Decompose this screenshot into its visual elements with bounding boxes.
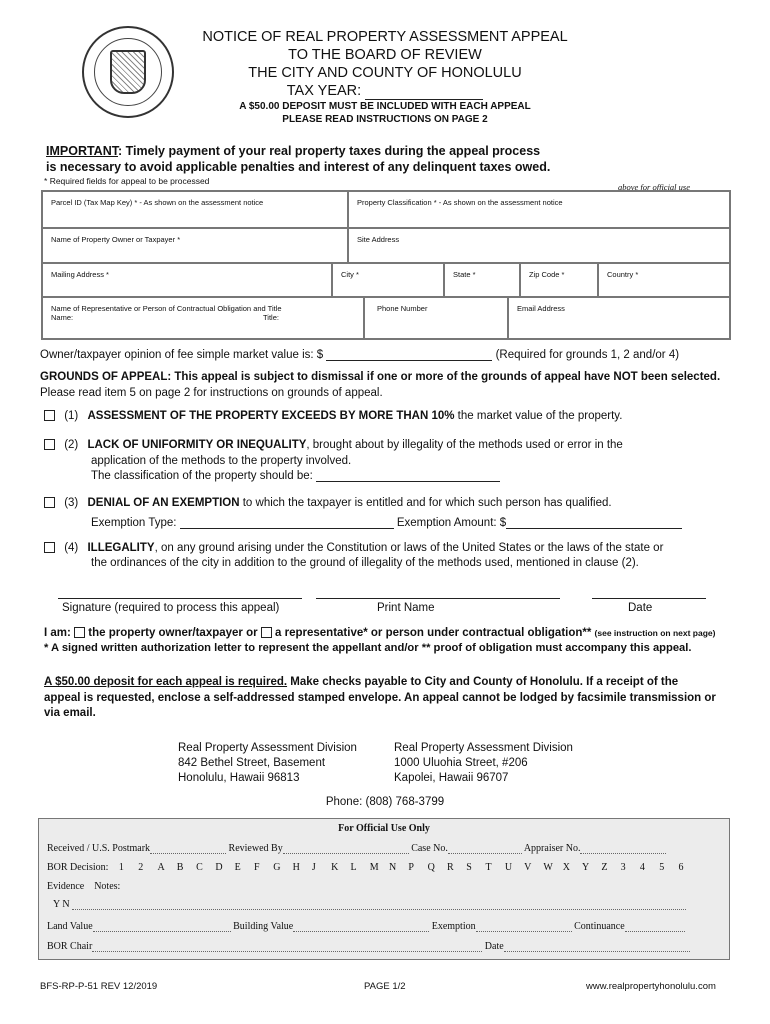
grounds-heading: GROUNDS OF APPEAL: This appeal is subject to dismissal if one or more of the grounds of appeal have NOT been selected. xyxy=(40,371,721,383)
ground-1-checkbox[interactable] xyxy=(44,410,55,421)
bor-code-N[interactable]: N xyxy=(389,862,397,873)
bor-code-U[interactable]: U xyxy=(504,862,513,873)
official-use-title: For Official Use Only xyxy=(338,823,430,834)
date-line[interactable] xyxy=(592,598,706,599)
tax-year-line: TAX YEAR: xyxy=(190,82,580,100)
title-line-3: THE CITY AND COUNTY OF HONOLULU xyxy=(248,65,522,81)
bor-code-R[interactable]: R xyxy=(446,862,454,873)
mailing-address-field[interactable]: Mailing Address * xyxy=(42,263,332,297)
evidence-row: Evidence Notes: xyxy=(47,881,121,892)
appraiser-no-input[interactable] xyxy=(580,843,666,854)
ground-4-line-2: the ordinances of the city in addition to the ground of illegality of the methods used, mentioned in clause (2). xyxy=(91,557,639,569)
property-classification-field[interactable]: Property Classification * - As shown on the assessment notice xyxy=(348,191,730,228)
continuance-input[interactable] xyxy=(625,921,685,932)
phone-number-field[interactable]: Phone Number xyxy=(364,297,508,339)
deposit-line-1: A $50.00 deposit for each appeal is required. Make checks payable to City and County of Honolulu. If a receipt of the xyxy=(44,676,679,688)
bor-decision-codes xyxy=(119,862,698,873)
postmark-input[interactable] xyxy=(150,843,226,854)
bor-code-4[interactable]: 4 xyxy=(639,862,645,873)
bor-code-T[interactable]: T xyxy=(485,862,492,873)
deposit-note: A $50.00 DEPOSIT MUST BE INCLUDED WITH EACH APPEAL xyxy=(239,101,531,112)
important-line-2: is necessary to avoid applicable penalties and interest of any delinquent taxes owed. xyxy=(46,160,551,174)
bor-code-5[interactable]: 5 xyxy=(659,862,665,873)
bor-code-2[interactable]: 2 xyxy=(138,862,144,873)
city-field[interactable]: City * xyxy=(332,263,444,297)
owner-checkbox[interactable] xyxy=(74,627,85,638)
bor-code-E[interactable]: E xyxy=(234,862,241,873)
parcel-id-field[interactable]: Parcel ID (Tax Map Key) * - As shown on the assessment notice xyxy=(42,191,348,228)
bor-code-Y[interactable]: Y xyxy=(582,862,590,873)
market-value-input[interactable] xyxy=(326,348,492,361)
bor-code-J[interactable]: J xyxy=(311,862,316,873)
state-field[interactable]: State * xyxy=(444,263,520,297)
notes-input[interactable] xyxy=(72,899,686,910)
classification-input[interactable] xyxy=(316,469,500,482)
grounds-read-note: Please read item 5 on page 2 for instructions on grounds of appeal. xyxy=(40,387,383,399)
bor-code-X[interactable]: X xyxy=(562,862,570,873)
i-am-line: I am: the property owner/taxpayer or a representative* or person under contractual obligation** (see instruction on next page) xyxy=(44,627,716,639)
ground-4-checkbox[interactable] xyxy=(44,542,55,553)
ground-2-checkbox[interactable] xyxy=(44,439,55,450)
building-value-input[interactable] xyxy=(293,921,429,932)
print-name-label: Print Name xyxy=(377,602,435,614)
bor-decision-row: BOR Decision: 1 2 A B C D E F G H J K L M N P Q R S T U V W X Y Z 3 4 5 6 xyxy=(47,862,698,873)
instructions-note: PLEASE READ INSTRUCTIONS ON PAGE 2 xyxy=(282,114,488,125)
bor-code-D[interactable]: D xyxy=(215,862,223,873)
bor-code-L[interactable]: L xyxy=(350,862,357,873)
address-kapolei: Real Property Assessment Division 1000 Uluohia Street, #206 Kapolei, Hawaii 96707 xyxy=(394,742,573,784)
important-line-1: IMPORTANT: Timely payment of your real property taxes during the appeal process xyxy=(46,144,541,158)
chair-date-input[interactable] xyxy=(504,941,690,952)
bor-code-S[interactable]: S xyxy=(466,862,472,873)
reviewed-by-input[interactable] xyxy=(283,843,409,854)
yn-row: Y N xyxy=(47,899,686,910)
exemption-line: Exemption Type: Exemption Amount: $ xyxy=(91,516,682,529)
title-line-2: TO THE BOARD OF REVIEW xyxy=(288,47,482,63)
deposit-line-2: appeal is requested, enclose a self-addressed stamped envelope. An appeal cannot be lodged by facsimile transmission or xyxy=(44,692,716,704)
bor-code-F[interactable]: F xyxy=(253,862,260,873)
form-title xyxy=(190,28,580,100)
ground-1: (1) ASSESSMENT OF THE PROPERTY EXCEEDS BY MORE THAN 10% the market value of the property. xyxy=(44,410,622,422)
site-address-field[interactable]: Site Address xyxy=(348,228,730,263)
ground-2: (2) LACK OF UNIFORMITY OR INEQUALITY, brought about by illegality of the methods used or error in the xyxy=(44,439,623,451)
representative-checkbox[interactable] xyxy=(261,627,272,638)
bor-code-C[interactable]: C xyxy=(196,862,203,873)
official-use-note: above for official use xyxy=(618,182,691,192)
exemption-type-input[interactable] xyxy=(180,516,394,529)
owner-name-field[interactable]: Name of Property Owner or Taxpayer * xyxy=(42,228,348,263)
bor-code-6[interactable]: 6 xyxy=(678,862,684,873)
ground-3-checkbox[interactable] xyxy=(44,497,55,508)
date-label: Date xyxy=(628,602,653,614)
print-name-line[interactable] xyxy=(316,598,560,599)
page-number: PAGE 1/2 xyxy=(364,981,406,992)
case-no-input[interactable] xyxy=(448,843,522,854)
bor-code-K[interactable]: K xyxy=(331,862,339,873)
bor-code-P[interactable]: P xyxy=(408,862,414,873)
deposit-line-3: via email. xyxy=(44,707,96,719)
bor-code-G[interactable]: G xyxy=(273,862,281,873)
bor-code-W[interactable]: W xyxy=(543,862,553,873)
signature-line[interactable] xyxy=(58,598,302,599)
ground-4: (4) ILLEGALITY, on any ground arising under the Constitution or laws of the United States or the laws of the state or xyxy=(44,542,663,554)
city-seal-logo xyxy=(82,26,174,118)
zip-code-field[interactable]: Zip Code * xyxy=(520,263,598,297)
bor-code-V[interactable]: V xyxy=(524,862,532,873)
bor-code-1[interactable]: 1 xyxy=(118,862,124,873)
bor-code-M[interactable]: M xyxy=(369,862,379,873)
market-value-opinion: Owner/taxpayer opinion of fee simple market value is: $ (Required for grounds 1, 2 and/or 4) xyxy=(40,349,680,361)
exemption-amount-input[interactable] xyxy=(506,516,682,529)
email-address-field[interactable]: Email Address xyxy=(508,297,730,339)
signature-label: Signature (required to process this appeal) xyxy=(62,602,280,614)
bor-code-3[interactable]: 3 xyxy=(620,862,626,873)
official-row-1: Received / U.S. Postmark Reviewed By Case No. Appraiser No. xyxy=(47,843,666,854)
chair-row: BOR Chair Date xyxy=(47,941,690,952)
official-use-box xyxy=(38,818,730,960)
value-row: Land Value Building Value Exemption Continuance xyxy=(47,921,685,932)
bor-code-B[interactable]: B xyxy=(176,862,184,873)
ground-2-line-3: The classification of the property should be: xyxy=(91,469,500,482)
authorization-note: * A signed written authorization letter to represent the appellant and/or ** proof of obligation must accompany this appeal. xyxy=(44,642,692,654)
required-note: * Required fields for appeal to be processed xyxy=(44,176,210,186)
ground-2-line-2: application of the methods to the property involved. xyxy=(91,455,352,467)
bor-code-Q[interactable]: Q xyxy=(427,862,435,873)
bor-chair-input[interactable] xyxy=(92,941,482,952)
phone-line: Phone: (808) 768-3799 xyxy=(325,796,445,808)
bor-code-A[interactable]: A xyxy=(157,862,165,873)
tax-year-field[interactable] xyxy=(365,87,483,100)
bor-code-H[interactable]: H xyxy=(292,862,300,873)
property-info-grid xyxy=(41,190,731,340)
website-link[interactable]: www.realpropertyhonolulu.com xyxy=(586,981,716,992)
ground-3: (3) DENIAL OF AN EXEMPTION to which the taxpayer is entitled and for which such person has qualified. xyxy=(44,497,612,509)
address-honolulu: Real Property Assessment Division 842 Bethel Street, Basement Honolulu, Hawaii 96813 xyxy=(178,742,357,784)
representative-field[interactable]: Name of Representative or Person of Contractual Obligation and Title Name: Title: xyxy=(42,297,364,339)
bor-code-Z[interactable]: Z xyxy=(601,862,608,873)
country-field[interactable]: Country * xyxy=(598,263,730,297)
form-number: BFS-RP-P-51 REV 12/2019 xyxy=(40,981,158,992)
exemption-value-input[interactable] xyxy=(476,921,572,932)
land-value-input[interactable] xyxy=(93,921,231,932)
title-line-1: NOTICE OF REAL PROPERTY ASSESSMENT APPEAL xyxy=(202,29,568,45)
